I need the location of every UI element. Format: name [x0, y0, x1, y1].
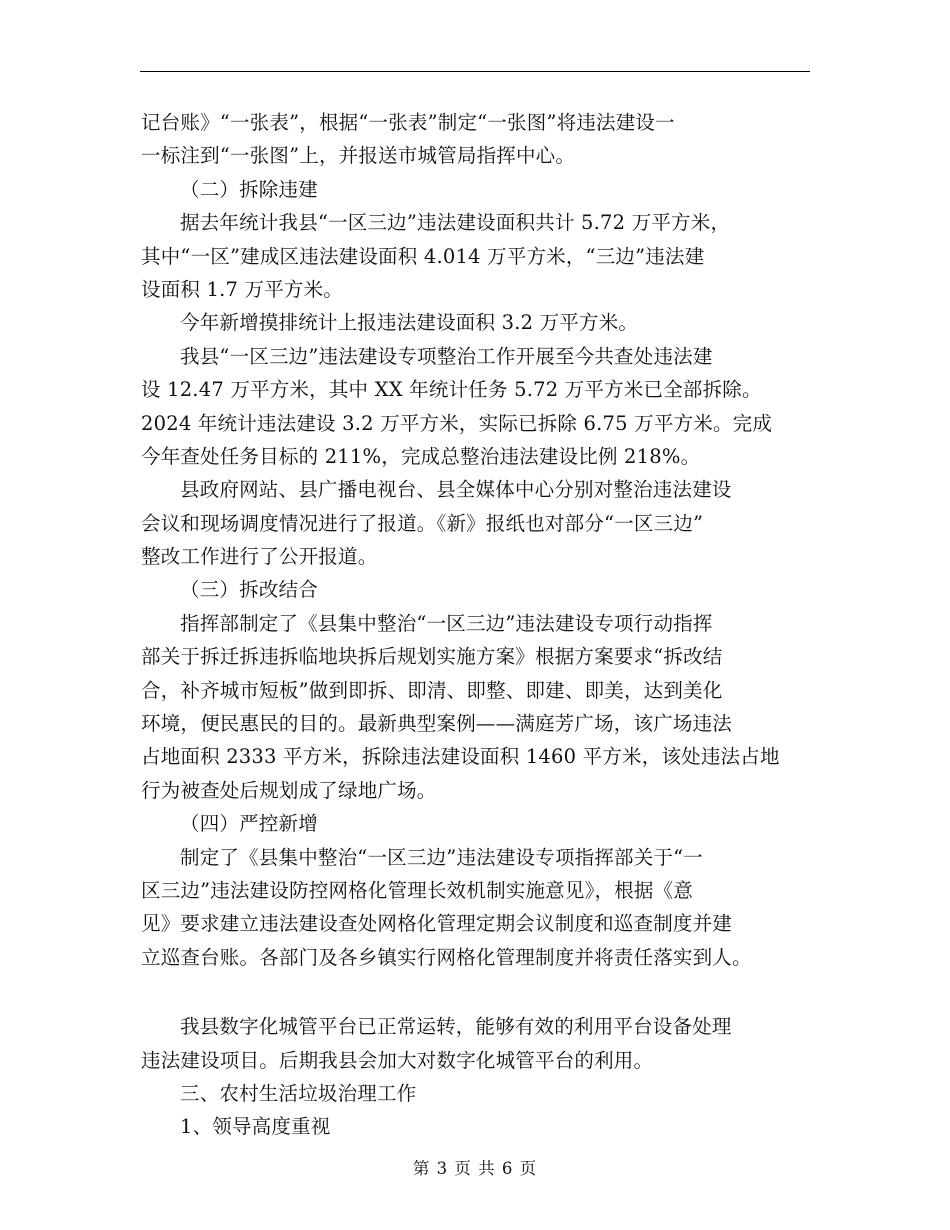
header-rule	[140, 71, 810, 72]
text-line: 指挥部制定了《县集中整治“一区三边”违法建设专项行动指挥	[180, 611, 713, 635]
text-line: 据去年统计我县“一区三边”违法建设面积共计 5.72 万平方米，	[180, 211, 731, 235]
footer-suffix: 页	[519, 1159, 538, 1178]
total-page-count: 6	[501, 1159, 514, 1178]
subsection-heading: 1、领导高度重视	[180, 1115, 331, 1139]
text-line: 其中“一区”建成区违法建设面积 4.014 万平方米，“三边”违法建	[141, 244, 705, 268]
current-page-number: 3	[436, 1159, 449, 1178]
text-line: 环境，便民惠民的目的。最新典型案例——满庭芳广场，该广场违法	[141, 712, 733, 736]
text-line: 今年查处任务目标的 211%，完成总整治违法建设比例 218%。	[141, 444, 701, 468]
section-heading: （四）严控新增	[180, 812, 318, 836]
text-line: 见》要求建立违法建设查处网格化管理定期会议制度和巡查制度并建	[141, 912, 733, 936]
text-line: 设 12.47 万平方米，其中 XX 年统计任务 5.72 万平方米已全部拆除。	[141, 378, 762, 402]
text-line: 制定了《县集中整治“一区三边”违法建设专项指挥部关于“一	[180, 845, 704, 869]
text-line: 我县“一区三边”违法建设专项整治工作开展至今共查处违法建	[180, 344, 713, 368]
text-line: 行为被查处后规划成了绿地广场。	[141, 778, 437, 802]
text-line: 今年新增摸排统计上报违法建设面积 3.2 万平方米。	[180, 311, 639, 335]
text-line: 记台账》“一张表”，根据“一张表”制定“一张图”将违法建设一	[141, 111, 675, 134]
section-heading: （三）拆改结合	[180, 578, 318, 602]
text-line: 县政府网站、县广播电视台、县全媒体中心分别对整治违法建设	[180, 478, 732, 502]
text-line: 占地面积 2333 平方米，拆除违法建设面积 1460 平方米，该处违法占地	[141, 745, 780, 769]
footer-prefix: 第	[412, 1159, 431, 1178]
text-line: 合，补齐城市短板”做到即拆、即清、即整、即建、即美，达到美化	[141, 678, 723, 702]
text-line: 部关于拆迁拆违拆临地块拆后规划实施方案》根据方案要求“拆改结	[141, 645, 723, 669]
text-line: 我县数字化城管平台已正常运转，能够有效的利用平台设备处理	[180, 1015, 732, 1039]
page-footer	[0, 1155, 950, 1179]
text-line: 设面积 1.7 万平方米。	[141, 277, 344, 301]
body-text	[141, 106, 813, 1144]
section-heading: 三、农村生活垃圾治理工作	[180, 1081, 417, 1105]
text-line: 会议和现场调度情况进行了报道。《新》报纸也对部分“一区三边”	[141, 511, 704, 535]
footer-mid: 页 共	[454, 1159, 496, 1178]
text-line: 违法建设项目。后期我县会加大对数字化城管平台的利用。	[141, 1048, 654, 1072]
text-line: 整改工作进行了公开报道。	[141, 545, 378, 569]
text-line: 一标注到“一张图”上，并报送市城管局指挥中心。	[141, 144, 576, 168]
text-line: 立巡查台账。各部门及各乡镇实行网格化管理制度并将责任落实到人。	[141, 945, 752, 969]
text-line: 2024 年统计违法建设 3.2 万平方米，实际已拆除 6.75 万平方米。完成	[141, 411, 773, 435]
paragraph-gap	[141, 974, 813, 1010]
text-line: 区三边”违法建设防控网格化管理长效机制实施意见》，根据《意	[141, 878, 694, 902]
section-heading: （二）拆除违建	[180, 177, 318, 201]
